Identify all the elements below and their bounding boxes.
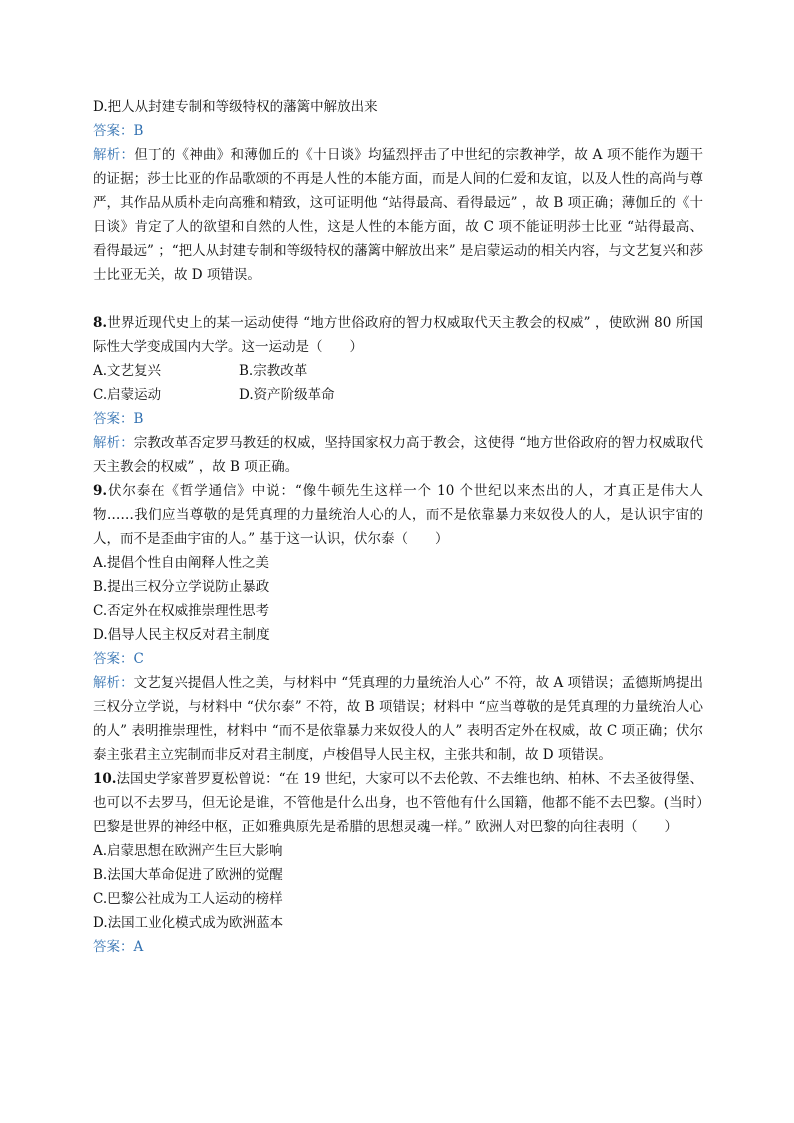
option-d: D.资产阶级革命 xyxy=(239,387,335,403)
prev-option-d: D.把人从封建专制和等级特权的藩篱中解放出来 xyxy=(93,99,378,115)
question-stem: 法国史学家普罗夏松曾说：“在 19 世纪，大家可以不去伦敦、不去维也纳、柏林、不去圣彼得堡、也可以不去罗马，但无论是谁，不管他是什么出身，也不管他有什么国籍，他都不能不去巴黎。(当时）巴黎是世界的神经中枢，正如雅典原先是希腊的思想灵魂一样。” 欧洲人对巴黎的向往表明（ ） xyxy=(93,771,703,835)
option-a: A.启蒙思想在欧洲产生巨大影响 xyxy=(93,843,283,859)
answer-label: 答案： xyxy=(93,411,134,427)
question-9 xyxy=(93,479,703,551)
q10-answer xyxy=(93,935,703,959)
q9-analysis xyxy=(93,671,703,767)
prev-analysis xyxy=(93,143,703,287)
analysis-label: 解析： xyxy=(93,147,135,163)
analysis-label: 解析： xyxy=(93,435,134,451)
document-page xyxy=(93,95,703,959)
answer-value: B xyxy=(133,123,144,139)
answer-value: C xyxy=(133,651,144,667)
q8-analysis xyxy=(93,431,703,479)
analysis-text: 宗教改革否定罗马教廷的权威，坚持国家权力高于教会，这使得 “地方世俗政府的智力权威取代天主教会的权威” ，故 B 项正确。 xyxy=(93,435,703,475)
analysis-label: 解析： xyxy=(93,675,134,691)
option-c: C.否定外在权威推崇理性思考 xyxy=(93,603,270,619)
option-c: C.启蒙运动 xyxy=(93,387,162,403)
question-number: 10. xyxy=(93,771,117,787)
question-number: 9. xyxy=(93,483,108,499)
question-10 xyxy=(93,767,703,839)
option-b: B.法国大革命促进了欧洲的觉醒 xyxy=(93,867,283,883)
question-8 xyxy=(93,311,703,359)
analysis-text: 但丁的《神曲》和薄伽丘的《十日谈》均猛烈抨击了中世纪的宗教神学，故 A 项不能作为题干的证据；莎士比亚的作品歌颂的不再是人性的本能方面，而是人间的仁爱和友谊，以及人性的高尚与尊严，其作品从质朴走向高雅和精致，这可证明他 “站得最高、看得最远” ，故 B 项正确；薄伽丘的《十日谈》肯定了人的欲望和自然的人性，这是人性的本能方面，故 C 项不能证明莎士比亚 “站得最高、看得最远” ；“把人从封建专制和等级特权的藩篱中解放出来” 是启蒙运动的相关内容，与文艺复兴和莎士比亚无关，故 D 项错误。 xyxy=(93,147,703,283)
options-row-ab xyxy=(93,359,703,383)
question-number: 8. xyxy=(93,315,108,331)
option-a: A.文艺复兴 xyxy=(93,363,162,379)
q8-answer xyxy=(93,407,703,431)
analysis-text: 文艺复兴提倡人性之美，与材料中 “凭真理的力量统治人心” 不符，故 A 项错误；孟德斯鸠提出三权分立学说，与材料中 “伏尔泰” 不符，故 B 项错误；材料中 “应当尊敬的是凭真理的力量统治人心的人” 表明推崇理性，材料中 “而不是依靠暴力来奴役人的人” 表明否定外在权威，故 C 项正确；伏尔泰主张君主立宪制而非反对君主制度，卢梭倡导人民主权，主张共和制，故 D 项错误。 xyxy=(93,675,704,763)
option-b: B.提出三权分立学说防止暴政 xyxy=(93,579,270,595)
question-stem: 伏尔泰在《哲学通信》中说：“像牛顿先生这样一个 10 个世纪以来杰出的人，才真正是伟大人物……我们应当尊敬的是凭真理的力量统治人心的人，而不是依靠暴力来奴役人的人，是认识宇宙的人，而不是歪曲宇宙的人。” 基于这一认识，伏尔泰（ ） xyxy=(93,483,703,547)
answer-label: 答案： xyxy=(93,939,134,955)
prev-answer xyxy=(93,119,703,143)
spacer xyxy=(93,287,703,311)
q9-answer xyxy=(93,647,703,671)
answer-label: 答案： xyxy=(93,123,134,139)
option-b: B.宗教改革 xyxy=(239,363,308,379)
options-row-cd xyxy=(93,383,703,407)
option-a: A.提倡个性自由阐释人性之美 xyxy=(93,555,270,571)
answer-label: 答案： xyxy=(93,651,134,667)
option-d: D.法国工业化模式成为欧洲蓝本 xyxy=(93,915,284,931)
option-c: C.巴黎公社成为工人运动的榜样 xyxy=(93,891,283,907)
answer-value: A xyxy=(133,939,144,955)
answer-value: B xyxy=(133,411,144,427)
option-d: D.倡导人民主权反对君主制度 xyxy=(93,627,270,643)
question-stem: 世界近现代史上的某一运动使得 “地方世俗政府的智力权威取代天主教会的权威” ，使欧洲 80 所国际性大学变成国内大学。这一运动是（ ） xyxy=(93,315,703,355)
